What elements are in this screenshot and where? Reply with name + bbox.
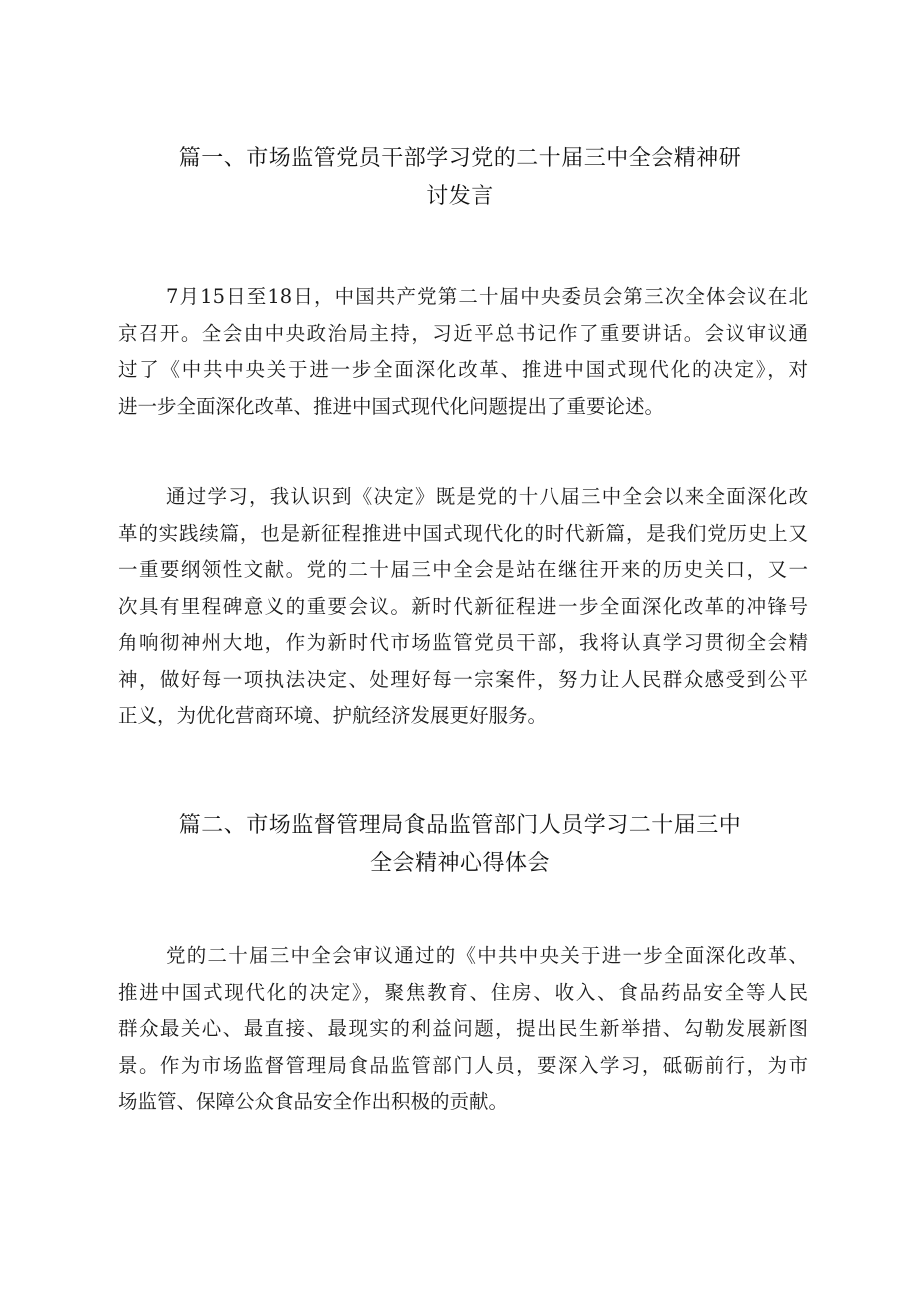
paragraph-line: 神，做好每一项执法决定、处理好每一宗案件，努力让人民群众感受到公平 [118, 667, 808, 691]
section-2-paragraph-1 [118, 938, 808, 1121]
section-1-paragraph-1 [118, 279, 808, 425]
section-2-title-line: 篇二、市场监督管理局食品监管部门人员学习二十届三中 [178, 813, 742, 838]
paragraph-line: 通过学习，我认识到《决定》既是党的十八届三中全会以来全面深化改 [166, 485, 808, 508]
paragraph-line: 群众最关心、最直接、最现实的利益问题，提出民生新举措、勾勒发展新图 [118, 1017, 808, 1040]
section-1-title [150, 140, 770, 216]
paragraph-line: 革的实践续篇，也是新征程推进中国式现代化的时代新篇，是我们党历史上又 [118, 521, 808, 545]
paragraph-line: 角响彻神州大地，作为新时代市场监管党员干部，我将认真学习贯彻全会精 [118, 631, 808, 654]
paragraph-line: 推进中国式现代化的决定》，聚焦教育、住房、收入、食品药品安全等人民 [118, 980, 808, 1004]
section-2-title-line: 全会精神心得体会 [369, 851, 550, 876]
paragraph-line: 次具有里程碑意义的重要会议。新时代新征程进一步全面深化改革的冲锋号 [118, 594, 808, 618]
paragraph-line: 场监管、保障公众食品安全作出积极的贡献。 [118, 1090, 509, 1113]
paragraph-line: 党的二十届三中全会审议通过的《中共中央关于进一步全面深化改革、 [166, 944, 808, 967]
paragraph-line: 进一步全面深化改革、推进中国式现代化问题提出了重要论述。 [118, 394, 665, 418]
section-1-title-line: 讨发言 [426, 184, 494, 209]
paragraph-line: 景。作为市场监督管理局食品监管部门人员，要深入学习，砥砺前行，为市 [118, 1053, 808, 1077]
paragraph-line: 7月15日至18日，中国共产党第二十届中央委员会第三次全体会议在北 [166, 285, 808, 308]
paragraph-line: 京召开。全会由中央政治局主持，习近平总书记作了重要讲话。会议审议通 [118, 321, 808, 345]
paragraph-line: 一重要纲领性文献。党的二十届三中全会是站在继往开来的历史关口，又一 [118, 558, 808, 581]
paragraph-line: 过了《中共中央关于进一步全面深化改革、推进中国式现代化的决定》，对 [118, 358, 808, 381]
section-2-title [150, 807, 770, 883]
paragraph-line: 正义，为优化营商环境、护航经济发展更好服务。 [118, 704, 548, 727]
section-1-paragraph-2 [118, 479, 808, 735]
section-1-title-line: 篇一、市场监管党员干部学习党的二十届三中全会精神研 [178, 146, 742, 171]
